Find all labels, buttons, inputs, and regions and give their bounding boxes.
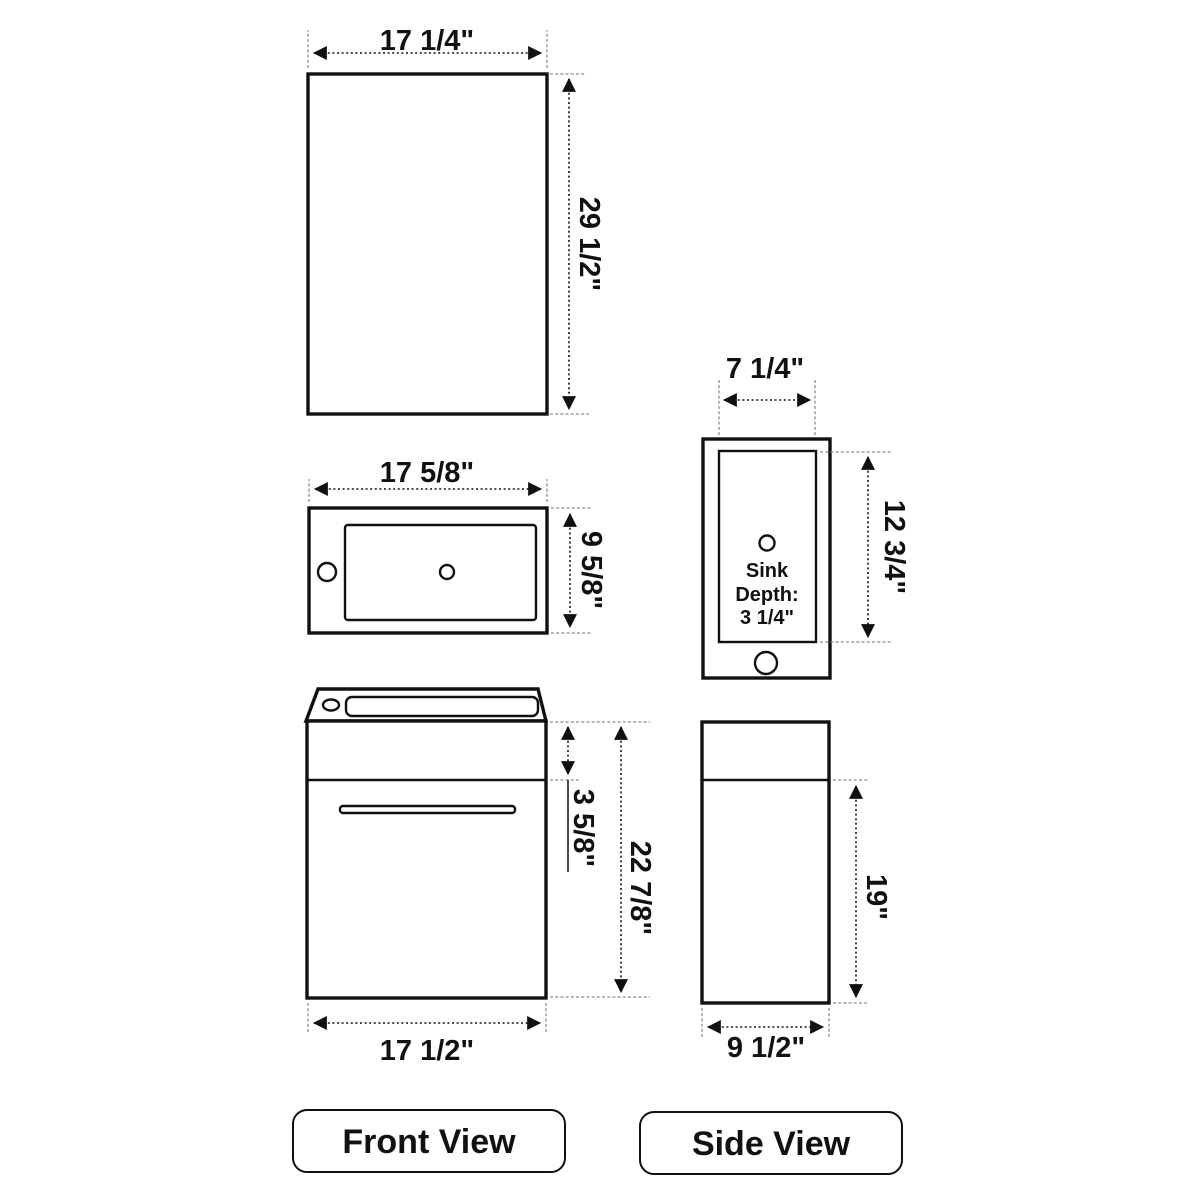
side-view-label: Side View bbox=[691, 1125, 851, 1163]
sink-top-depth-label: 9 5/8" bbox=[574, 530, 607, 610]
cabinet-side-view bbox=[702, 722, 892, 1064]
sink-side-width-label: 7 1/4" bbox=[725, 353, 805, 385]
faucet-hole bbox=[318, 563, 336, 581]
sink-side-height-label: 12 3/4" bbox=[877, 499, 910, 595]
mirror-outline bbox=[308, 74, 547, 414]
cabinet-side-height-label: 19" bbox=[859, 873, 892, 921]
cabinet-width-label: 17 1/2" bbox=[379, 1035, 475, 1067]
countertop-faucet-hole bbox=[323, 700, 339, 711]
view-labels bbox=[293, 1110, 902, 1174]
apron-height-label: 3 5/8" bbox=[566, 788, 599, 868]
vanity-cabinet-front-view bbox=[306, 689, 656, 1067]
sink-side-view bbox=[703, 353, 910, 678]
sink-top-width-label: 17 5/8" bbox=[379, 457, 475, 489]
sink-depth-note-line1: Sink bbox=[745, 560, 789, 582]
sink-depth-note-line3: 3 1/4" bbox=[740, 607, 794, 629]
mirror-front-view bbox=[308, 25, 605, 414]
cabinet-side-outline bbox=[702, 722, 829, 1003]
cabinet-width-extension-lines bbox=[308, 1003, 546, 1033]
sink-depth-note-line2: Depth: bbox=[735, 584, 799, 606]
cabinet-height-label: 22 7/8" bbox=[623, 840, 656, 936]
cabinet-side-depth-label: 9 1/2" bbox=[726, 1032, 806, 1064]
overflow-hole bbox=[760, 536, 775, 551]
side-drain-hole bbox=[755, 652, 777, 674]
drain-hole bbox=[440, 565, 454, 579]
countertop-basin-outline bbox=[346, 697, 538, 716]
sink-side-width-extension-lines bbox=[719, 379, 815, 435]
sink-top-front-view bbox=[309, 457, 607, 633]
cabinet-front-outline bbox=[307, 721, 546, 998]
mirror-height-label: 29 1/2" bbox=[572, 196, 605, 292]
front-view-label: Front View bbox=[342, 1123, 516, 1161]
door-pull-handle bbox=[340, 806, 515, 813]
mirror-width-label: 17 1/4" bbox=[379, 25, 475, 57]
